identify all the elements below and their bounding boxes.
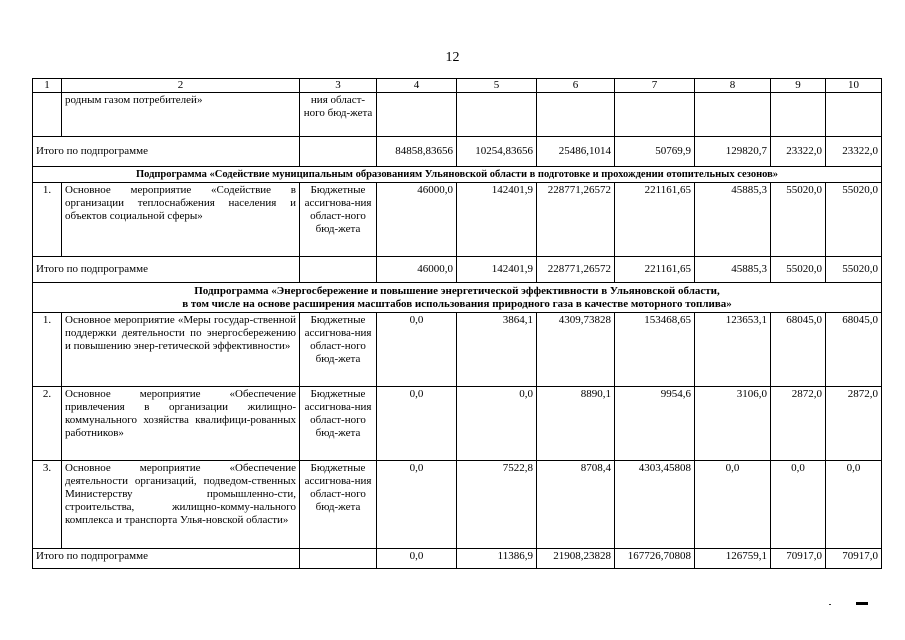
value-cell: 84858,83656 — [377, 137, 457, 167]
value-cell: 3106,0 — [695, 387, 771, 461]
funding-source: Бюджетные ассигнова-ния област-ного бюд-жета — [300, 313, 377, 387]
value-cell: 10254,83656 — [457, 137, 537, 167]
value-cell: 46000,0 — [377, 257, 457, 283]
value-cell: 8708,4 — [537, 461, 615, 549]
value-cell: 70917,0 — [826, 549, 882, 569]
funding-source — [300, 549, 377, 569]
value-cell — [457, 93, 537, 137]
value-cell: 8890,1 — [537, 387, 615, 461]
value-cell: 7522,8 — [457, 461, 537, 549]
value-cell: 3864,1 — [457, 313, 537, 387]
row-number: 1. — [33, 313, 62, 387]
column-number-row — [33, 79, 882, 93]
value-cell: 55020,0 — [826, 257, 882, 283]
value-cell: 55020,0 — [771, 257, 826, 283]
subtotal-row — [33, 257, 882, 283]
value-cell: 2872,0 — [826, 387, 882, 461]
row-number: 2. — [33, 387, 62, 461]
value-cell: 142401,9 — [457, 183, 537, 257]
value-cell: 55020,0 — [826, 183, 882, 257]
value-cell: 25486,1014 — [537, 137, 615, 167]
row-number — [33, 93, 62, 137]
scan-speck — [829, 604, 831, 605]
value-cell: 142401,9 — [457, 257, 537, 283]
subprogram-title: Подпрограмма «Содействие муниципальным образованиям Ульяновской области в подготовке и прохождении отопительных сезонов» — [33, 167, 882, 183]
measure-row — [33, 461, 882, 549]
column-number: 7 — [615, 79, 695, 93]
subtotal-row — [33, 549, 882, 569]
column-number: 9 — [771, 79, 826, 93]
budget-table — [32, 78, 882, 569]
value-cell: 23322,0 — [826, 137, 882, 167]
value-cell: 23322,0 — [771, 137, 826, 167]
value-cell: 70917,0 — [771, 549, 826, 569]
value-cell: 45885,3 — [695, 183, 771, 257]
value-cell: 123653,1 — [695, 313, 771, 387]
value-cell: 0,0 — [771, 461, 826, 549]
value-cell: 55020,0 — [771, 183, 826, 257]
scan-mark — [856, 602, 868, 605]
column-number: 10 — [826, 79, 882, 93]
subprogram-header-row — [33, 167, 882, 183]
subtotal-label: Итого по подпрограмме — [33, 137, 300, 167]
value-cell: 228771,26572 — [537, 257, 615, 283]
subprogram-header-row — [33, 283, 882, 313]
column-number: 3 — [300, 79, 377, 93]
value-cell: 153468,65 — [615, 313, 695, 387]
measure-name: Основное мероприятие «Содействие в организации теплоснабжения населения и объектов социальной сферы» — [62, 183, 300, 257]
value-cell: 46000,0 — [377, 183, 457, 257]
measure-name: родным газом потребителей» — [62, 93, 300, 137]
value-cell: 0,0 — [826, 461, 882, 549]
value-cell: 0,0 — [377, 461, 457, 549]
column-number: 1 — [33, 79, 62, 93]
value-cell — [537, 93, 615, 137]
value-cell: 0,0 — [377, 549, 457, 569]
funding-source — [300, 137, 377, 167]
value-cell: 221161,65 — [615, 257, 695, 283]
measure-name: Основное мероприятие «Обеспечение деятельности организаций, подведом-ственных Министерству промышленно-сти, строительства, жилищно-комму-нального комплекса и транспорта Улья-новской области» — [62, 461, 300, 549]
subtotal-row — [33, 137, 882, 167]
value-cell — [615, 93, 695, 137]
value-cell: 0,0 — [695, 461, 771, 549]
measure-row — [33, 387, 882, 461]
value-cell: 45885,3 — [695, 257, 771, 283]
measure-name: Основное мероприятие «Меры государ-ственной поддержки деятельности по энергосбережению и повышению энер-гетической эффективности» — [62, 313, 300, 387]
value-cell: 68045,0 — [771, 313, 826, 387]
value-cell: 0,0 — [377, 387, 457, 461]
subtotal-label: Итого по подпрограмме — [33, 549, 300, 569]
value-cell: 68045,0 — [826, 313, 882, 387]
funding-source — [300, 257, 377, 283]
subprogram-title-line: в том числе на основе расширения масштабов использования природного газа в качестве моторного топлива» — [182, 298, 732, 310]
value-cell: 167726,70808 — [615, 549, 695, 569]
column-number: 2 — [62, 79, 300, 93]
measure-name: Основное мероприятие «Обеспечение привлечения в организации жилищно-коммунального хозяйства квалифици-рованных работников» — [62, 387, 300, 461]
value-cell: 0,0 — [377, 313, 457, 387]
value-cell: 21908,23828 — [537, 549, 615, 569]
measure-row — [33, 313, 882, 387]
funding-source: Бюджетные ассигнова-ния област-ного бюд-жета — [300, 387, 377, 461]
value-cell: 0,0 — [457, 387, 537, 461]
funding-source: Бюджетные ассигнова-ния област-ного бюд-жета — [300, 461, 377, 549]
value-cell — [826, 93, 882, 137]
value-cell: 4303,45808 — [615, 461, 695, 549]
value-cell: 221161,65 — [615, 183, 695, 257]
value-cell: 50769,9 — [615, 137, 695, 167]
value-cell: 126759,1 — [695, 549, 771, 569]
subtotal-label: Итого по подпрограмме — [33, 257, 300, 283]
value-cell: 129820,7 — [695, 137, 771, 167]
continuation-row — [33, 93, 882, 137]
value-cell — [377, 93, 457, 137]
value-cell — [695, 93, 771, 137]
page-number: 12 — [445, 50, 460, 65]
row-number: 1. — [33, 183, 62, 257]
value-cell: 9954,6 — [615, 387, 695, 461]
column-number: 4 — [377, 79, 457, 93]
column-number: 6 — [537, 79, 615, 93]
subprogram-title-line: Подпрограмма «Энергосбережение и повышение энергетической эффективности в Ульяновской области, — [194, 285, 720, 297]
column-number: 5 — [457, 79, 537, 93]
value-cell: 228771,26572 — [537, 183, 615, 257]
funding-source: Бюджетные ассигнова-ния област-ного бюд-жета — [300, 183, 377, 257]
measure-row — [33, 183, 882, 257]
funding-source: ния област-ного бюд-жета — [300, 93, 377, 137]
column-number: 8 — [695, 79, 771, 93]
value-cell: 11386,9 — [457, 549, 537, 569]
value-cell: 2872,0 — [771, 387, 826, 461]
row-number: 3. — [33, 461, 62, 549]
value-cell — [771, 93, 826, 137]
subprogram-title — [33, 283, 882, 313]
value-cell: 4309,73828 — [537, 313, 615, 387]
